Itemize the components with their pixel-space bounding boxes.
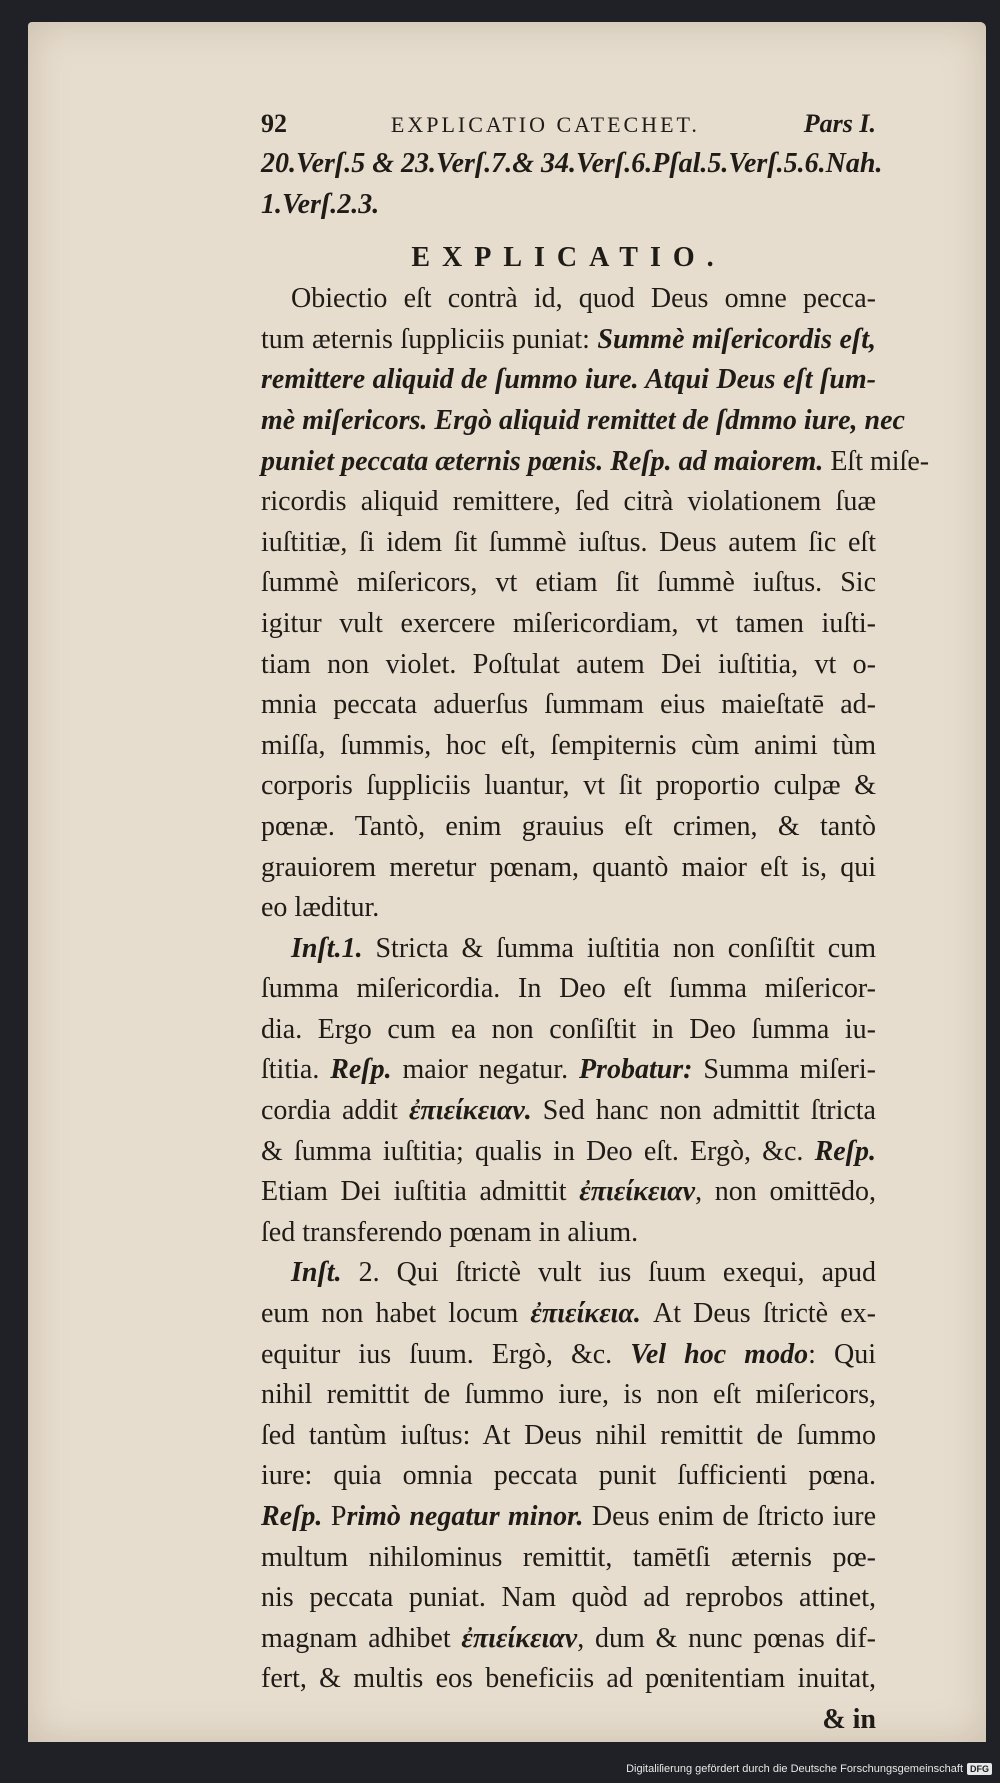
text-line [261,1619,876,1660]
text-line: multum nihilominus remittit, tamētſi æternis pœ- [261,1541,876,1573]
dfg-logo: DFG [967,1763,992,1775]
italic-span: Reſp. [814,1135,876,1167]
greek-span: ἐπιείκειαν. [408,1095,532,1127]
text-line [261,320,876,361]
text-span: , dum & nunc pœnas dif- [577,1622,877,1654]
text-span: Eſt miſe- [823,445,930,477]
running-title: EXPLICATIO CATECHET. [390,112,700,137]
text-line: iure: quia omnia peccata punit ſufficienti pœna. [261,1460,876,1492]
italic-span: rimò negatur minor. [346,1501,584,1532]
text-span: Deus enim de ſtricto iure [583,1501,877,1532]
text-span: equitur ius ſuum. Ergò, &c. [261,1338,631,1370]
text-line: fert, & multis eos beneficiis ad pœnitentiam inuitat, [261,1663,876,1695]
text-line: tiam non violet. Poſtulat autem Dei iuſtitia, vt o- [261,648,876,680]
italic-span: puniet peccata æternis pœnis. Reſp. ad maiorem. [261,445,824,477]
text-line: dia. Ergo cum ea non conſiſtit in Deo ſumma iu- [261,1013,876,1045]
greek-span: ἐπιείκειαν [461,1622,578,1654]
text-line [261,1050,876,1091]
text-line: ſumma miſericordia. In Deo eſt ſumma miſericor- [261,973,876,1005]
italic-span: Summè miſericordis eſt, [597,323,876,355]
text-line: pœnæ. Tantò, enim grauius eſt crimen, & tantò [261,810,876,842]
text-line: mnia peccata aduerſus ſummam eius maieſtatē ad- [261,689,876,721]
text-line: remittere aliquid de ſummo iure. Atqui Deus eſt ſum- [261,364,876,396]
text-line [261,929,876,970]
digitization-credit [626,1763,992,1775]
section-heading: EXPLICATIO. [411,242,726,274]
text-line: ricordis aliquid remittere, ſed citrà violationem ſuæ [261,486,876,518]
text-span: At Deus ſtrictè ex- [640,1298,877,1330]
text-span: 2. Qui ſtrictè vult ius ſuum exequi, apud [341,1257,876,1289]
digitization-text: Digitaliſierung gefördert durch die Deutsche Forschungsgemeinschaft [626,1763,963,1775]
italic-span: Vel hoc modo [630,1338,809,1370]
text-line: nihil remittit de ſummo iure, is non eſt miſericors, [261,1379,876,1411]
text-line [261,1132,876,1173]
text-line [261,1091,876,1132]
text-span: Etiam Dei iuſtitia admittit [261,1176,580,1208]
italic-span: Reſp. [261,1501,323,1532]
text-line: ſummè miſericors, vt etiam ſit ſummè iuſtus. Sic [261,567,876,599]
text-line: nis peccata puniat. Nam quòd ad reprobos attinet, [261,1582,876,1614]
text-line: igitur vult exercere miſericordiam, vt tamen iuſti- [261,607,876,639]
text-line: ſed transferendo pœnam in alium. [261,1216,639,1248]
text-line: eo læditur. [261,892,380,924]
italic-span: Inſt. [291,1257,342,1289]
text-line: miſſa, ſummis, hoc eſt, ſempiternis cùm animi tùm [261,729,876,761]
text-span: Summa miſeri- [692,1054,876,1086]
reference-line: 20.Verſ.5 & 23.Verſ.7.& 34.Verſ.6.Pſal.5.Verſ.5.6.Nah. [261,148,883,179]
text-span: Sed hanc non admittit ſtricta [531,1095,876,1127]
page-number: 92 [261,109,287,138]
text-line: iuſtitiæ, ſi idem ſit ſummè iuſtus. Deus autem ſic eſt [261,526,876,558]
italic-span: Inſt.1. [291,932,363,964]
text-span: cordia addit [261,1095,409,1127]
text-line [261,1294,876,1335]
text-span: tum æternis ſuppliciis puniat: [261,323,598,355]
catchword: & in [822,1703,876,1735]
book-page [28,22,986,1742]
text-line: grauiorem meretur pœnam, quantò maior eſt is, qui [261,851,876,883]
text-line [261,1497,876,1538]
text-line [261,442,930,483]
text-line: ſed tantùm iuſtus: At Deus nihil remittit de ſummo [261,1419,876,1451]
text-span: Stricta & ſumma iuſtitia non conſiſtit cum [362,932,876,964]
text-span: , non omittēdo, [695,1176,876,1208]
text-span: : Qui [808,1338,876,1370]
greek-span: ἐπιείκεια. [530,1298,641,1330]
text-span: P [322,1501,347,1532]
text-span: eum non habet locum [261,1298,531,1330]
text-line: mè miſericors. Ergò aliquid remittet de ſdmmo iure, nec [261,404,905,436]
running-head [261,104,876,144]
text-span: maior negatur. [391,1054,579,1086]
greek-span: ἐπιείκειαν [579,1176,696,1208]
text-line [261,1253,876,1294]
italic-span: Probatur: [578,1054,693,1086]
text-span: ſtitia. [261,1054,331,1086]
text-line [261,1172,876,1213]
text-block [261,104,930,1741]
text-line: corporis ſuppliciis luantur, vt ſit proportio culpæ & [261,770,876,802]
text-line: Obiectio eſt contrà id, quod Deus omne pecca- [291,283,876,315]
text-span: magnam adhibet [261,1622,462,1654]
text-line [261,1335,876,1376]
part-label: Pars I. [803,109,876,138]
text-span: & ſumma iuſtitia; qualis in Deo eſt. Ergò, &c. [261,1135,815,1167]
reference-line: 1.Verſ.2.3. [261,188,380,220]
italic-span: Reſp. [330,1054,392,1086]
